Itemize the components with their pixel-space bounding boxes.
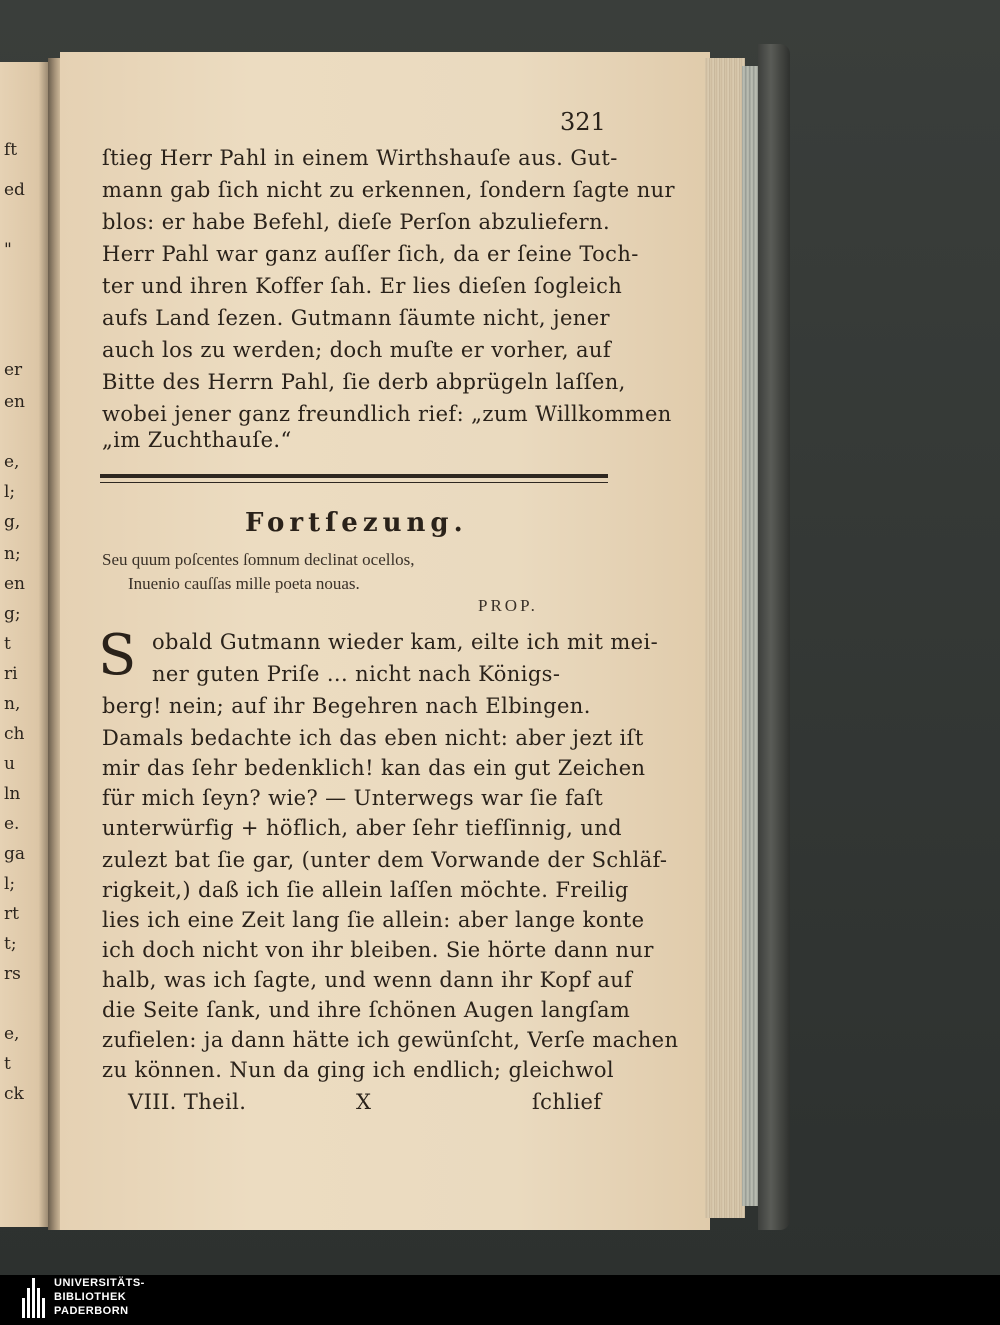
text-line: ner guten Priſe ... nicht nach Königs-	[152, 662, 561, 686]
left-fragment: ri	[4, 664, 18, 684]
text-line: lies ich eine Zeit lang ſie allein: aber lange konte	[102, 908, 645, 932]
library-name-line: PADERBORN	[54, 1305, 129, 1317]
left-fragment: "	[4, 240, 12, 260]
text-line: ich doch nicht von ihr bleiben. Sie hörte dann nur	[102, 938, 654, 962]
text-line: wobei jener ganz freundlich rief: „zum Willkommen	[102, 402, 672, 426]
left-fragment: ga	[4, 844, 26, 864]
library-logo-icon	[22, 1276, 46, 1322]
library-footer	[0, 1275, 1000, 1325]
epigraph-line: Inuenio cauſſas mille poeta nouas.	[128, 574, 360, 593]
left-fragment: g,	[4, 512, 21, 532]
page-number: 321	[560, 108, 606, 136]
library-name-line: UNIVERSITÄTS-	[54, 1277, 145, 1289]
text-line: für mich ſeyn? wie? — Unterwegs war ſie faſt	[102, 786, 604, 810]
left-fragment: ft	[4, 140, 18, 160]
left-fragment: n;	[4, 544, 21, 564]
text-line: zu können. Nun da ging ich endlich; gleichwol	[102, 1058, 614, 1082]
page-edges	[705, 58, 745, 1218]
text-line: rigkeit,) daß ich ſie allein laſſen möchte. Freilig	[102, 878, 629, 902]
epigraph-source: PROP.	[478, 596, 538, 615]
library-name-line: BIBLIOTHEK	[54, 1291, 127, 1303]
text-line: mir das ſehr bedenklich! kan das ein gut Zeichen	[102, 756, 646, 780]
book-cover	[758, 44, 790, 1230]
left-fragment: er	[4, 360, 23, 380]
text-line: auch los zu werden; doch muſte er vorher, auf	[102, 338, 612, 362]
text-line: halb, was ich ſagte, und wenn dann ihr Kopf auf	[102, 968, 633, 992]
left-fragment: g;	[4, 604, 21, 624]
text-line: mann gab ſich nicht zu erkennen, ſondern ſagte nur	[102, 178, 675, 202]
left-fragment: e,	[4, 452, 20, 472]
section-rule-thin	[100, 482, 608, 483]
left-fragment: en	[4, 392, 26, 412]
left-fragment: rt	[4, 904, 19, 924]
left-page-edge	[0, 62, 48, 1227]
left-fragment: e.	[4, 814, 20, 834]
text-line: aufs Land ſezen. Gutmann ſäumte nicht, jener	[102, 306, 610, 330]
left-fragment: ln	[4, 784, 21, 804]
catchword: ſchlief	[532, 1090, 602, 1114]
text-line: ſtieg Herr Pahl in einem Wirthshauſe aus. Gut-	[102, 146, 618, 170]
text-line: die Seite ſank, und ihre ſchönen Augen langſam	[102, 998, 631, 1022]
left-fragment: rs	[4, 964, 21, 984]
section-heading: Fortſezung.	[245, 508, 468, 538]
text-line: ter und ihren Koffer ſah. Er lies dieſen ſogleich	[102, 274, 623, 298]
left-fragment: t	[4, 1054, 11, 1074]
left-fragment: ch	[4, 724, 25, 744]
signature-mark: X	[356, 1090, 372, 1114]
volume-label: VIII. Theil.	[128, 1090, 247, 1114]
left-fragment: ed	[4, 180, 25, 200]
left-fragment: en	[4, 574, 26, 594]
left-fragment: ck	[4, 1084, 24, 1104]
epigraph-line: Seu quum poſcentes ſomnum declinat ocellos,	[102, 550, 415, 569]
left-fragment: l;	[4, 874, 16, 894]
text-line: zufielen: ja dann hätte ich gewünſcht, Verſe machen	[102, 1028, 679, 1052]
left-fragment: t;	[4, 934, 17, 954]
text-line: Damals bedachte ich das eben nicht: aber jezt iſt	[102, 726, 644, 750]
text-line: zulezt bat ſie gar, (unter dem Vorwande der Schläf-	[102, 848, 668, 872]
text-line: Bitte des Herrn Pahl, ſie derb abprügeln laſſen,	[102, 370, 626, 394]
text-line: blos: er habe Befehl, dieſe Perſon abzuliefern.	[102, 210, 611, 234]
text-line: obald Gutmann wieder kam, eilte ich mit mei-	[152, 630, 659, 654]
left-fragment: e,	[4, 1024, 20, 1044]
left-fragment: u	[4, 754, 15, 774]
text-line: „im Zuchthauſe.“	[102, 428, 292, 452]
left-fragment: n,	[4, 694, 21, 714]
left-fragment: l;	[4, 482, 16, 502]
left-fragment: t	[4, 634, 11, 654]
drop-capital: S	[98, 623, 137, 688]
section-rule	[100, 474, 608, 478]
text-line: berg! nein; auf ihr Begehren nach Elbingen.	[102, 694, 591, 718]
text-line: unterwürfig + höflich, aber ſehr tiefſinnig, und	[102, 816, 623, 840]
text-line: Herr Pahl war ganz auſſer ſich, da er ſeine Toch-	[102, 242, 639, 266]
